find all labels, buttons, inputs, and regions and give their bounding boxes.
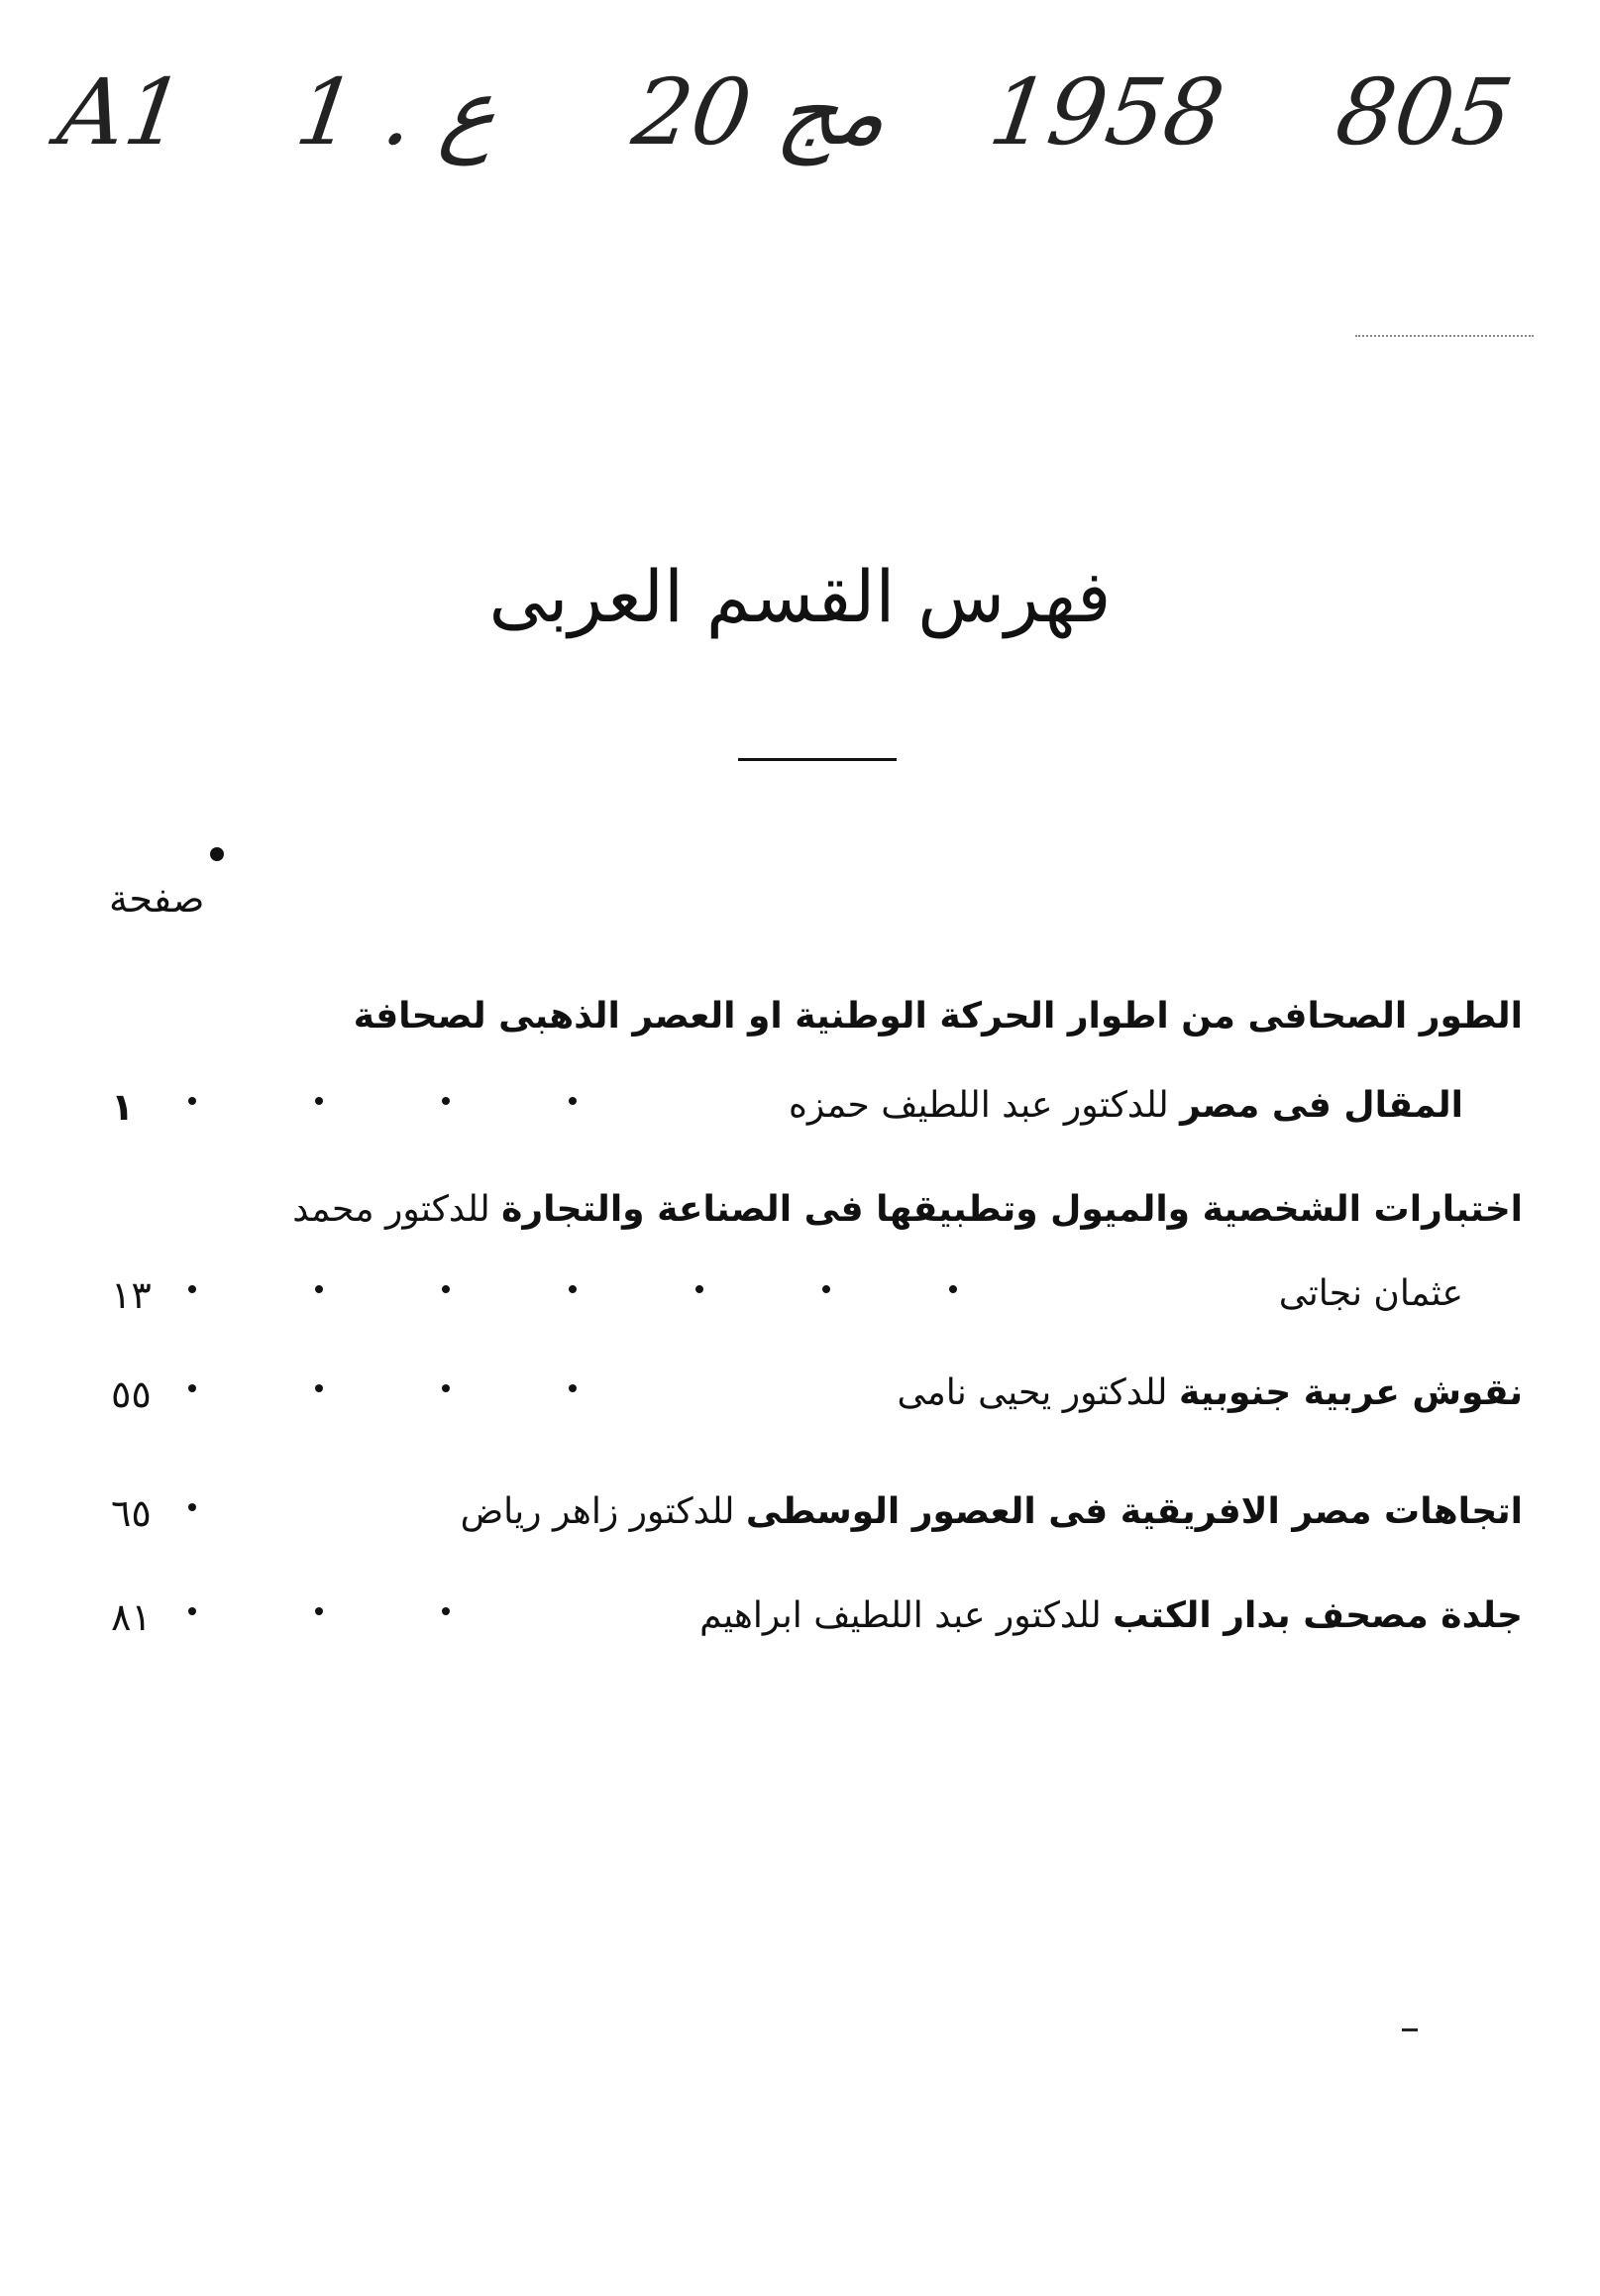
toc-entry-text [789, 1085, 1463, 1126]
handwritten-note-part: 20 مج [626, 59, 895, 165]
toc-entry-line[interactable] [99, 1595, 1523, 1661]
toc-entry-line[interactable] [99, 1085, 1523, 1150]
title-underline-divider [738, 758, 897, 761]
handwritten-note-part: 805 [1330, 59, 1520, 165]
toc-entry-title: اتجاهات مصر الافريقية فى العصور الوسطى [745, 1491, 1523, 1532]
handwritten-note-part: 1 . ع [289, 59, 504, 165]
toc-entry-line[interactable] [99, 1491, 1523, 1557]
leader-dots [188, 1595, 569, 1636]
toc-entry-line [99, 996, 1523, 1061]
toc-entry-author: للدكتور عبد اللطيف حمزه [788, 1085, 1169, 1126]
toc-entry-author: للدكتور عبد اللطيف ابراهيم [699, 1595, 1102, 1636]
toc-entry-author: للدكتور زاهر رياض [460, 1491, 735, 1532]
toc-entry-author: عثمان نجاتى [1278, 1273, 1463, 1314]
toc-entry-line[interactable] [99, 1273, 1523, 1339]
toc-page-number: ١٣ [111, 1273, 152, 1317]
toc-page-number: ٦٥ [111, 1491, 152, 1535]
toc-entry-author: للدكتور يحيى نامى [897, 1372, 1168, 1413]
handwritten-note-part: A1 [52, 59, 191, 165]
toc-entry-title: اختبارات الشخصية والميول وتطبيقها فى الصناعة والتجارة [501, 1189, 1523, 1230]
stray-ink-mark [1402, 2028, 1418, 2031]
toc-entry-title: الطور الصحافى من اطوار الحركة الوطنية او العصر الذهبى لصحافة [353, 996, 1523, 1037]
toc-entry-title: المقال فى مصر [1180, 1085, 1463, 1126]
page-column-label: صفحة [109, 877, 205, 921]
toc-page-number: ٥٥ [111, 1372, 152, 1416]
leader-dots [188, 1085, 695, 1126]
toc-page-number: ٨١ [111, 1595, 152, 1639]
ink-dot-mark [210, 847, 224, 861]
leader-dots [188, 1273, 1076, 1314]
dotted-scan-mark [1355, 335, 1534, 337]
handwritten-catalog-note [40, 59, 1546, 198]
handwritten-note-part: 1958 [983, 59, 1230, 165]
toc-entry-text [461, 1491, 1523, 1532]
toc-entry-text [897, 1372, 1523, 1413]
leader-dots [188, 1372, 695, 1413]
toc-entry-text [699, 1595, 1523, 1636]
toc-entry-text [292, 1189, 1523, 1230]
toc-page-number: ١ [111, 1085, 135, 1129]
toc-entry-title: نقوش عربية جنوبية [1178, 1372, 1523, 1413]
toc-entry-author: للدكتور محمد [292, 1189, 490, 1230]
leader-dots [188, 1491, 315, 1532]
toc-entry-line[interactable] [99, 1372, 1523, 1438]
page-title: فهرس القسم العربى [488, 555, 1112, 638]
toc-entry-line [99, 1189, 1523, 1255]
toc-entry-title: جلدة مصحف بدار الكتب [1113, 1595, 1523, 1636]
